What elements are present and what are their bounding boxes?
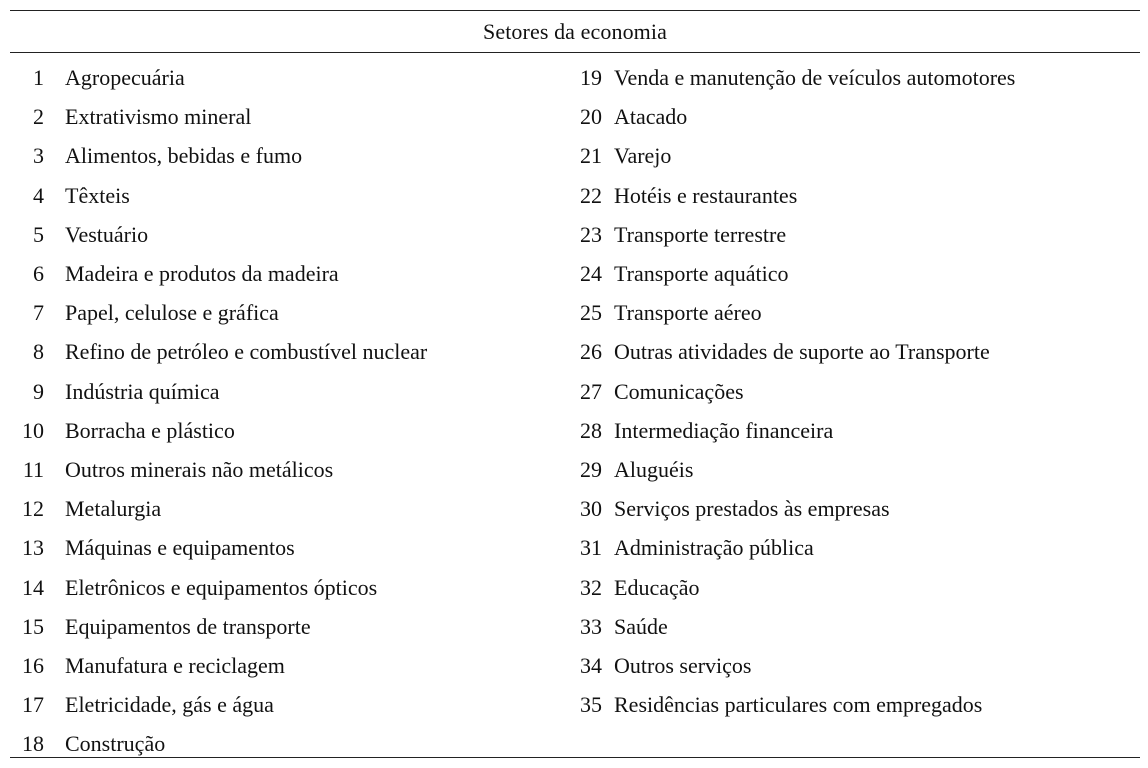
table-row — [558, 181, 798, 211]
table-row — [558, 612, 668, 642]
sector-number: 13 — [22, 535, 44, 561]
table-row — [10, 533, 295, 563]
sector-number: 3 — [33, 143, 44, 169]
sector-name: Outros serviços — [614, 653, 752, 678]
table-header: Setores da economia — [483, 18, 667, 44]
sector-name: Equipamentos de transporte — [65, 613, 311, 639]
table-row — [10, 337, 428, 367]
table-row — [558, 63, 1016, 93]
sector-number: 9 — [33, 378, 44, 404]
sector-number: 10 — [22, 417, 44, 443]
sector-number: 7 — [33, 300, 44, 326]
sector-name: Transporte aéreo — [614, 300, 762, 326]
table-row — [10, 220, 149, 250]
sector-name: Aluguéis — [614, 457, 694, 482]
table-row — [558, 337, 990, 367]
table-row — [10, 141, 303, 171]
table-row — [10, 416, 235, 446]
sector-name: Outros minerais não metálicos — [65, 457, 334, 482]
table-row — [558, 690, 983, 720]
table-row — [558, 377, 744, 407]
table-row — [10, 377, 220, 407]
table-row — [10, 298, 279, 328]
sector-number: 32 — [580, 574, 602, 600]
sector-number: 25 — [580, 300, 602, 326]
sector-number: 12 — [22, 496, 44, 522]
table-body — [10, 53, 1140, 757]
sector-number: 15 — [22, 613, 44, 639]
table-row — [10, 573, 378, 603]
bottom-rule — [10, 757, 1140, 758]
sector-name: Extrativismo mineral — [65, 104, 252, 130]
sector-name: Borracha e plástico — [65, 417, 235, 443]
table-row — [10, 63, 185, 93]
sector-number: 29 — [580, 457, 602, 482]
sector-name: Transporte aquático — [614, 261, 789, 286]
sector-name: Varejo — [614, 143, 672, 169]
table-row — [10, 690, 274, 720]
sector-number: 22 — [580, 182, 602, 208]
sector-number: 4 — [33, 182, 44, 208]
sector-number: 35 — [580, 692, 602, 718]
table-row — [558, 416, 834, 446]
sector-name: Metalurgia — [65, 496, 162, 522]
sector-name: Administração pública — [614, 535, 814, 561]
sector-name: Alimentos, bebidas e fumo — [65, 143, 303, 169]
table-row — [10, 729, 166, 759]
table-row — [558, 259, 789, 289]
table-row — [10, 102, 252, 132]
sector-number: 8 — [33, 339, 44, 365]
sector-number: 24 — [580, 261, 602, 286]
sector-name: Têxteis — [65, 182, 130, 208]
sector-number: 34 — [580, 653, 602, 678]
sector-number: 14 — [22, 574, 44, 600]
sector-number: 17 — [22, 692, 44, 718]
sector-name: Refino de petróleo e combustível nuclear — [65, 339, 428, 365]
sector-number: 6 — [33, 261, 44, 286]
sector-number: 33 — [580, 613, 602, 639]
sector-name: Hotéis e restaurantes — [614, 182, 798, 208]
table-row — [10, 181, 130, 211]
sector-name: Vestuário — [65, 221, 149, 247]
sector-name: Saúde — [614, 613, 668, 639]
sector-number: 21 — [580, 143, 602, 169]
sector-number: 27 — [580, 378, 602, 404]
sector-number: 11 — [22, 457, 44, 482]
sector-name: Comunicações — [614, 378, 744, 404]
sector-number: 28 — [580, 417, 602, 443]
sector-name: Construção — [65, 731, 166, 757]
sector-name: Serviços prestados às empresas — [614, 496, 890, 522]
sector-name: Venda e manutenção de veículos automotores — [614, 65, 1016, 90]
sector-number: 30 — [580, 496, 602, 522]
sector-name: Outras atividades de suporte ao Transporte — [614, 339, 990, 365]
table-row — [558, 141, 672, 171]
table-row — [558, 651, 752, 681]
sector-name: Madeira e produtos da madeira — [65, 261, 339, 286]
sector-name: Transporte terrestre — [614, 221, 787, 247]
sector-number: 26 — [580, 339, 602, 365]
sector-name: Papel, celulose e gráfica — [65, 300, 279, 326]
sector-number: 31 — [580, 535, 602, 561]
sector-number: 1 — [33, 65, 44, 90]
sector-name: Manufatura e reciclagem — [65, 653, 285, 678]
table-row — [558, 220, 787, 250]
table-row — [10, 259, 339, 289]
table-row — [10, 651, 285, 681]
sector-name: Educação — [614, 574, 700, 600]
sector-number: 2 — [33, 104, 44, 130]
sector-name: Indústria química — [65, 378, 220, 404]
sector-number: 18 — [22, 731, 44, 757]
table-row — [10, 455, 334, 485]
table-row — [558, 298, 762, 328]
sector-name: Residências particulares com empregados — [614, 692, 983, 718]
sector-name: Máquinas e equipamentos — [65, 535, 295, 561]
sector-name: Intermediação financeira — [614, 417, 834, 443]
table-row — [558, 102, 688, 132]
table-row — [558, 494, 890, 524]
table-row — [10, 494, 162, 524]
sector-name: Eletrônicos e equipamentos ópticos — [65, 574, 378, 600]
sector-name: Eletricidade, gás e água — [65, 692, 274, 718]
table-row — [10, 612, 311, 642]
table-row — [558, 533, 814, 563]
sector-name: Atacado — [614, 104, 688, 130]
sector-number: 16 — [22, 653, 44, 678]
sector-number: 23 — [580, 221, 602, 247]
sector-number: 20 — [580, 104, 602, 130]
sectors-table — [10, 10, 1140, 758]
sector-name: Agropecuária — [65, 65, 185, 90]
sector-number: 5 — [33, 221, 44, 247]
table-row — [558, 455, 694, 485]
sector-number: 19 — [580, 65, 602, 90]
table-row — [558, 573, 700, 603]
